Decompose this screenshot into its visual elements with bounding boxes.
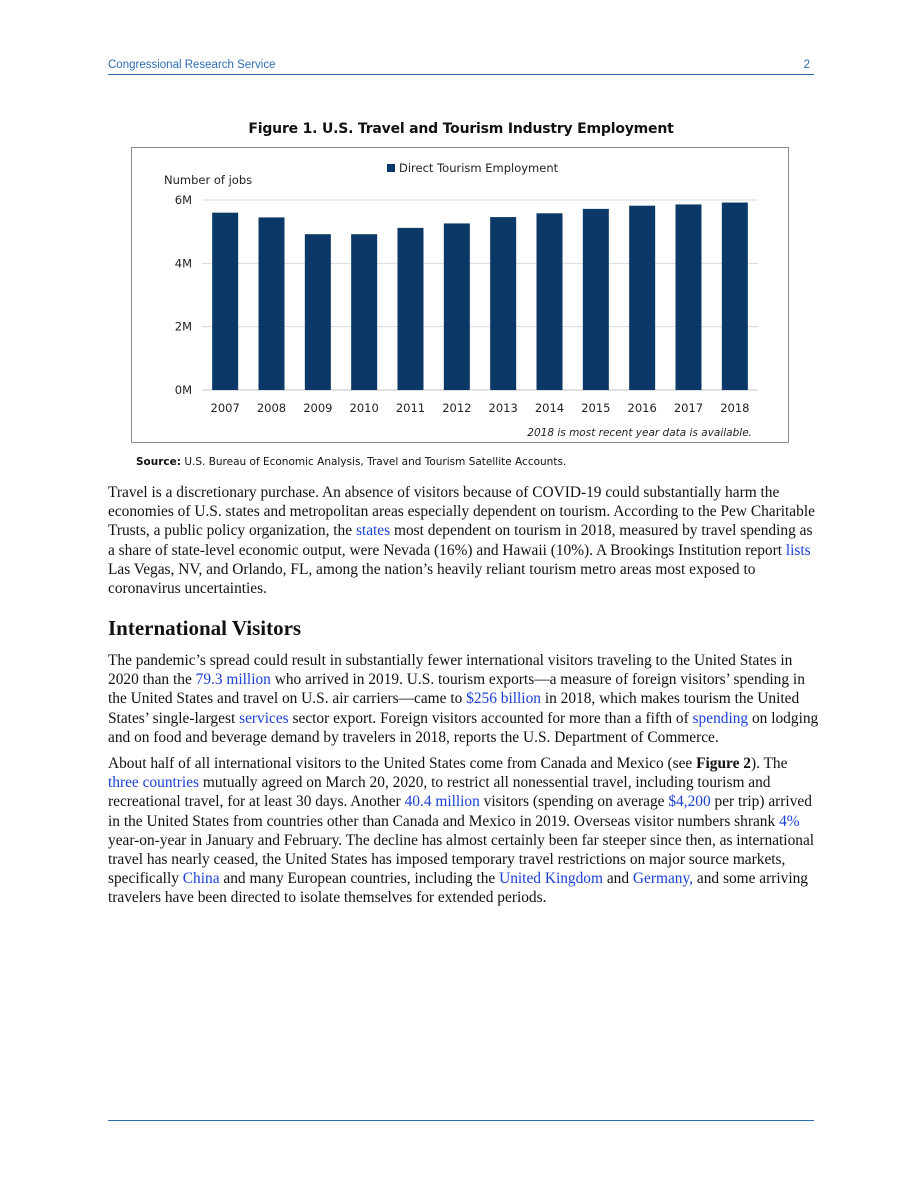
- bar-2015: [583, 209, 609, 390]
- bar-2010: [351, 234, 377, 390]
- link-services[interactable]: services: [239, 709, 289, 727]
- text-run: and: [602, 870, 633, 888]
- text-run: and some arriving travelers have been directed to isolate themselves for extended periods.: [108, 870, 809, 907]
- text-run: sector export. Foreign visitors accounted for more than a fifth of: [288, 709, 693, 727]
- x-tick-label: 2014: [534, 401, 565, 415]
- text-run: on lodging and on food and beverage demand by travelers in 2018, reports the U.S. Department of Commerce.: [108, 709, 819, 746]
- paragraph-international-visitors: [108, 651, 820, 747]
- page-number: 2: [803, 59, 810, 71]
- link-united-kingdom[interactable]: United Kingdom: [499, 870, 603, 888]
- y-tick-label: 0M: [174, 383, 192, 397]
- figure-source: [136, 456, 566, 468]
- link-40-million[interactable]: 40.4 million: [404, 793, 480, 811]
- legend-swatch: [387, 164, 395, 172]
- footer-rule: [108, 1120, 814, 1121]
- section-body: [108, 651, 820, 915]
- text-run: mutually agreed on March 20, 2020, to restrict all nonessential travel, including tourism and recreational travel, for at least 30 days. Another: [108, 774, 771, 811]
- x-tick-label: 2016: [627, 401, 657, 415]
- paragraph-canada-mexico: [108, 754, 820, 908]
- chart-frame: [131, 147, 789, 443]
- y-axis-title: Number of jobs: [164, 173, 253, 187]
- x-tick-label: 2017: [673, 401, 704, 415]
- x-tick-label: 2007: [210, 401, 240, 415]
- bar-2018: [722, 203, 748, 390]
- bar-2008: [259, 217, 285, 390]
- link-china[interactable]: China: [182, 870, 220, 888]
- text-run: in 2018, which makes tourism the United States’ single-largest: [108, 690, 800, 727]
- chart-annotation: 2018 is most recent year data is available.: [527, 427, 752, 439]
- text-run: ). The: [750, 755, 788, 773]
- bar-chart: [132, 148, 788, 442]
- bar-2013: [490, 217, 516, 390]
- x-tick-label: 2015: [581, 401, 611, 415]
- text-run: visitors (spending on average: [479, 793, 669, 811]
- source-text: U.S. Bureau of Economic Analysis, Travel and Tourism Satellite Accounts.: [184, 456, 567, 468]
- text-run: Las Vegas, NV, and Orlando, FL, among the nation’s heavily reliant tourism metro areas most exposed to coronavirus uncertainties.: [108, 560, 756, 598]
- link-three-countries[interactable]: three countries: [108, 774, 200, 792]
- text-run: who arrived in 2019. U.S. tourism exports—a measure of foreign visitors’ spending in the United States and travel on U.S. air carriers—came to: [108, 671, 805, 708]
- x-tick-label: 2013: [488, 401, 518, 415]
- y-tick-label: 2M: [174, 319, 192, 334]
- bar-2014: [537, 213, 563, 390]
- link-spending[interactable]: spending: [692, 709, 749, 727]
- x-tick-label: 2018: [720, 401, 750, 415]
- link-4200[interactable]: $4,200: [668, 793, 711, 811]
- bar-2012: [444, 223, 470, 390]
- text-run: About half of all international visitors to the United States come from Canada and Mexico (see: [108, 755, 697, 773]
- link-lists[interactable]: lists: [785, 541, 811, 559]
- text-run: and many European countries, including the: [219, 870, 500, 888]
- y-tick-label: 4M: [174, 256, 192, 271]
- figure-title: Figure 1. U.S. Travel and Tourism Industry Employment: [248, 121, 674, 137]
- y-tick-label: 6M: [174, 193, 192, 207]
- bar-2009: [305, 234, 331, 390]
- x-tick-label: 2011: [395, 401, 426, 415]
- header-org-name: Congressional Research Service: [108, 59, 276, 71]
- text-run: most dependent on tourism in 2018, measured by travel spending as a share of state-level economic output, were Nevada (16%) and Hawaii (10%). A Brookings Institution report: [108, 522, 813, 559]
- bar-2007: [212, 213, 238, 390]
- page-header: [108, 57, 814, 75]
- legend-label: Direct Tourism Employment: [399, 161, 559, 175]
- bar-2016: [629, 206, 655, 390]
- link-256-billion[interactable]: $256 billion: [466, 690, 541, 708]
- link-4-percent[interactable]: 4%: [779, 812, 800, 830]
- x-tick-label: 2009: [303, 401, 333, 415]
- text-run: Travel is a discretionary purchase. An absence of visitors because of COVID-19 could substantially harm the economies of U.S. states and metropolitan areas especially dependent on tourism. According to the Pew Charitable Trusts, a public policy organization, the: [108, 484, 815, 540]
- x-tick-label: 2010: [349, 401, 379, 415]
- link-states[interactable]: states: [355, 522, 391, 540]
- paragraph-tourism-dependence: [108, 483, 820, 605]
- x-tick-label: 2012: [442, 401, 472, 415]
- source-label: Source:: [136, 456, 181, 468]
- x-tick-label: 2008: [256, 401, 287, 415]
- figure-2-reference: Figure 2: [696, 755, 751, 773]
- text-run: per trip) arrived in the United States from countries other than Canada and Mexico in 2019. Overseas visitor numbers shrank: [108, 793, 812, 830]
- link-germany[interactable]: Germany,: [632, 870, 694, 888]
- text-run: The pandemic’s spread could result in substantially fewer international visitors traveling to the United States in 2020 than the: [108, 652, 793, 689]
- link-79-million[interactable]: 79.3 million: [195, 671, 271, 689]
- bar-2011: [398, 228, 424, 390]
- text-run: year-on-year in January and February. The decline has almost certainly been far steeper since then, as international travel has nearly ceased, the United States has imposed temporary travel restrictions on major source markets, specifically: [108, 831, 815, 888]
- bar-2017: [676, 204, 702, 390]
- section-heading: International Visitors: [108, 616, 302, 640]
